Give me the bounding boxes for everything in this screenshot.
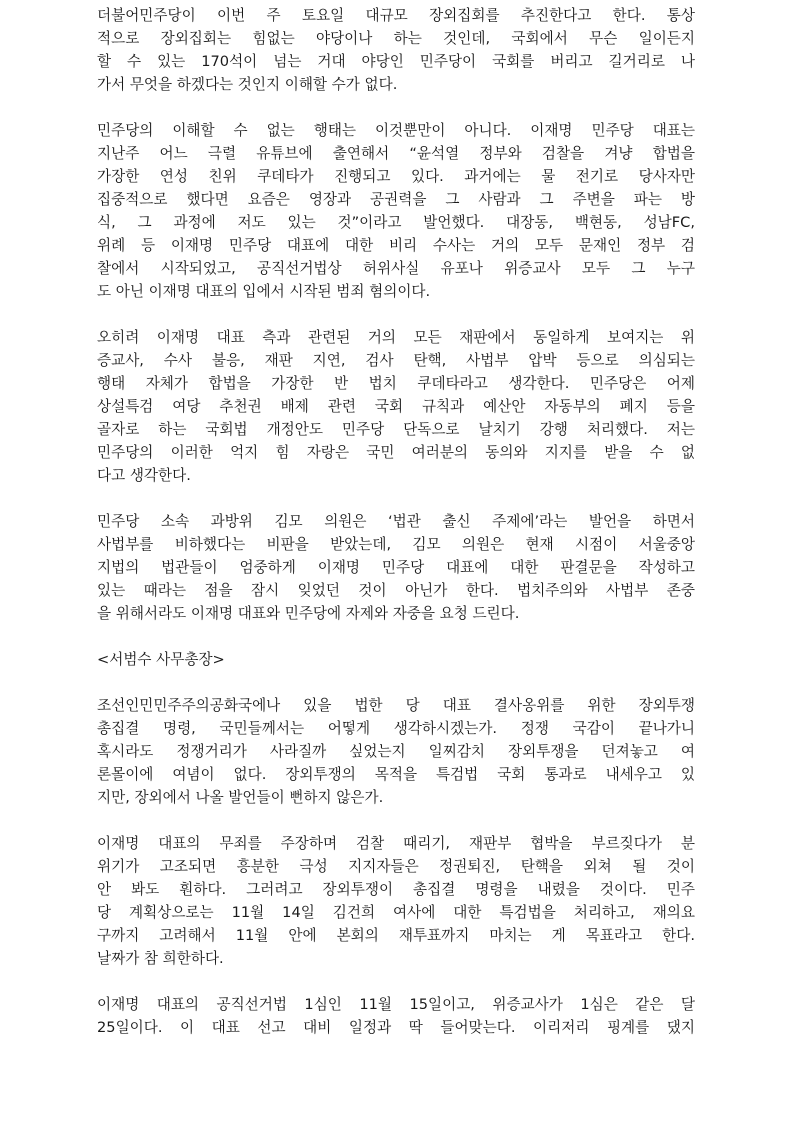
text-line: 있는 때라는 점을 잠시 잊었던 것이 아닌가 한다. 법치주의와 사법부 존중 <box>97 582 695 599</box>
text-line: 론몰이에 여념이 없다. 장외투쟁의 목적을 특검법 국회 통과로 내세우고 있 <box>97 766 695 783</box>
text-line: 을 위해서라도 이재명 대표와 민주당에 자제와 자중을 요청 드린다. <box>97 605 520 622</box>
paragraph <box>97 694 695 809</box>
text-line: 이재명 대표의 무죄를 주장하며 검찰 때리기, 재판부 협박을 부르짖다가 분 <box>97 835 695 852</box>
text-line: 위례 등 이재명 민주당 대표에 대한 비리 수사는 거의 모두 문재인 정부 검 <box>97 237 695 254</box>
text-line: 지법의 법관들이 엄중하게 이재명 민주당 대표에 대한 판결문을 작성하고 <box>97 559 695 576</box>
text-line: 총집결 명령, 국민들께서는 어떻게 생각하시겠는가. 정쟁 국감이 끝나가니 <box>97 720 695 737</box>
text-line: 다고 생각한다. <box>97 467 191 484</box>
text-line: 상설특검 여당 추천권 배제 관련 국회 규칙과 예산안 자동부의 폐지 등을 <box>97 398 695 415</box>
text-line: 당 계획상으로는 11월 14일 김건희 여사에 대한 특검법을 처리하고, 재의요 <box>97 904 695 921</box>
text-line: 가서 무엇을 하겠다는 것인지 이해할 수가 없다. <box>97 76 398 93</box>
text-line: 오히려 이재명 대표 측과 관련된 거의 모든 재판에서 동일하게 보여지는 위 <box>97 329 695 346</box>
text-line: 도 아닌 이재명 대표의 입에서 시작된 범죄 혐의이다. <box>97 283 431 300</box>
text-line: 식, 그 과정에 저도 있는 것”이라고 발언했다. 대장동, 백현동, 성남FC, <box>97 214 695 231</box>
paragraph <box>97 648 695 671</box>
text-line: 위기가 고조되면 흥분한 극성 지지자들은 정권퇴진, 탄핵을 외쳐 될 것이 <box>97 858 695 875</box>
paragraph <box>97 832 695 970</box>
text-line: 지만, 장외에서 나올 발언들이 뻔하지 않은가. <box>97 789 384 806</box>
text-line: 혹시라도 정쟁거리가 사라질까 싶었는지 일찌감치 장외투쟁을 던져놓고 여 <box>97 743 695 760</box>
text-line: 민주당 소속 과방위 김모 의원은 ‘법관 출신 주제에’라는 발언을 하면서 <box>97 513 695 530</box>
paragraph <box>97 119 695 303</box>
text-line: 지난주 어느 극렬 유튜브에 출연해서 “윤석열 정부와 검찰을 겨냥 합법을 <box>97 145 695 162</box>
text-line: 사법부를 비하했다는 비판을 받았는데, 김모 의원은 현재 시점이 서울중앙 <box>97 536 695 553</box>
text-line: 할 수 있는 170석이 넘는 거대 야당인 민주당이 국회를 버리고 길거리로 나 <box>97 53 695 70</box>
text-line: 이재명 대표의 공직선거법 1심인 11월 15일이고, 위증교사가 1심은 같은 달 <box>97 996 695 1013</box>
text-line: <서범수 사무총장> <box>97 651 225 668</box>
text-line: 증교사, 수사 불응, 재판 지연, 검사 탄핵, 사법부 압박 등으로 의심되는 <box>97 352 695 369</box>
paragraph <box>97 510 695 625</box>
text-line: 구까지 고려해서 11월 안에 본회의 재투표까지 마치는 게 목표라고 한다. <box>97 927 695 944</box>
text-line: 찰에서 시작되었고, 공직선거법상 허위사실 유포나 위증교사 모두 그 누구 <box>97 260 695 277</box>
paragraph <box>97 326 695 487</box>
text-line: 민주당의 이해할 수 없는 행태는 이것뿐만이 아니다. 이재명 민주당 대표는 <box>97 122 695 139</box>
document-body <box>97 4 695 1062</box>
text-line: 더불어민주당이 이번 주 토요일 대규모 장외집회를 추진한다고 한다. 통상 <box>97 7 695 24</box>
paragraph <box>97 4 695 96</box>
text-line: 25일이다. 이 대표 선고 대비 일정과 딱 들어맞는다. 이리저리 핑계를 댔지 <box>97 1019 695 1036</box>
text-line: 가장한 연성 친위 쿠데타가 진행되고 있다. 과거에는 물 전기로 당사자만 <box>97 168 695 185</box>
text-line: 적으로 장외집회는 힘없는 야당이나 하는 것인데, 국회에서 무슨 일이든지 <box>97 30 695 47</box>
text-line: 행태 자체가 합법을 가장한 반 법치 쿠데타라고 생각한다. 민주당은 어제 <box>97 375 695 392</box>
text-line: 민주당의 이러한 억지 힘 자랑은 국민 여러분의 동의와 지지를 받을 수 없 <box>97 444 695 461</box>
text-line: 집중적으로 했다면 요즘은 영장과 공권력을 그 사람과 그 주변을 파는 방 <box>97 191 695 208</box>
text-line: 골자로 하는 국회법 개정안도 민주당 단독으로 날치기 강행 처리했다. 저는 <box>97 421 695 438</box>
text-line: 안 봐도 훤하다. 그러려고 장외투쟁이 총집결 명령을 내렸을 것이다. 민주 <box>97 881 695 898</box>
paragraph <box>97 993 695 1039</box>
text-line: 날짜가 참 희한하다. <box>97 950 224 967</box>
text-line: 조선인민민주주의공화국에나 있을 법한 당 대표 결사옹위를 위한 장외투쟁 <box>97 697 695 714</box>
